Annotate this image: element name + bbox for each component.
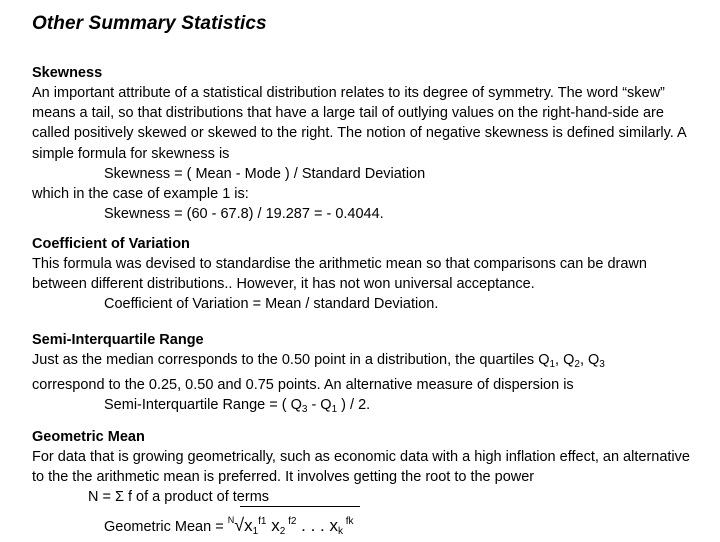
radical-vinculum xyxy=(240,506,360,507)
x1-superscript: f1 xyxy=(258,515,267,527)
skewness-paragraph: An important attribute of a statistical distribution relates to its degree of symmetry. The word “skew” means a tail, so that distributions that have a large tail of outlying values on the right-hand-side are called positively skewed or skewed to the right. The notion of negative skewness is defined similarly. A simple formula for skewness is xyxy=(32,85,686,162)
gm-section xyxy=(32,427,702,542)
siqr-heading: Semi-Interquartile Range xyxy=(32,332,204,348)
siqr-text-1: Just as the median corresponds to the 0.50 point in a distribution, the quartiles Q xyxy=(32,352,550,368)
radical-sign: √ xyxy=(234,514,245,535)
gm-n-definition: N = Σ f of a product of terms xyxy=(88,489,270,506)
slide-title: Other Summary Statistics xyxy=(32,13,267,34)
gm-formula xyxy=(32,510,702,542)
x2-superscript: f2 xyxy=(285,515,297,527)
skewness-example-intro: which in the case of example 1 is: xyxy=(32,186,249,203)
root-index: N xyxy=(227,514,235,525)
siqr-formula-text-2: - Q xyxy=(307,397,332,414)
siqr-formula-q1-subscript: 1 xyxy=(331,404,338,416)
xk-superscript: fk xyxy=(342,515,354,527)
siqr-section xyxy=(32,330,702,421)
cv-paragraph: This formula was devised to standardise the arithmetic mean so that comparisons can be drawn between different distributions.. However, it has not won universal acceptance. xyxy=(32,256,647,293)
xk-subscript: k xyxy=(337,525,343,537)
siqr-text-3: , Q xyxy=(579,352,600,368)
x2-subscript: 2 xyxy=(279,525,286,537)
nth-root xyxy=(228,510,354,542)
cv-formula: Coefficient of Variation = Mean / standard Deviation. xyxy=(104,296,439,313)
siqr-text-2: , Q xyxy=(555,352,575,368)
skewness-example: Skewness = (60 - 67.8) / 19.287 = - 0.4044. xyxy=(104,206,384,223)
q1-subscript: 1 xyxy=(549,359,556,370)
skewness-formula: Skewness = ( Mean - Mode ) / Standard Deviation xyxy=(104,165,426,182)
gm-heading: Geometric Mean xyxy=(32,429,145,445)
siqr-line-1 xyxy=(32,350,702,375)
siqr-formula-text-1: Semi-Interquartile Range = ( Q xyxy=(104,397,302,414)
x1-subscript: 1 xyxy=(252,525,259,537)
x1-term: x xyxy=(244,515,253,535)
xk-term: . . . x xyxy=(296,515,338,535)
siqr-formula-text-3: ) / 2. xyxy=(337,397,371,414)
siqr-formula xyxy=(32,395,702,420)
cv-heading: Coefficient of Variation xyxy=(32,236,190,252)
q2-subscript: 2 xyxy=(574,359,580,370)
cv-section xyxy=(32,234,702,315)
skewness-heading: Skewness xyxy=(32,65,103,81)
x2-term: x xyxy=(266,515,280,535)
gm-paragraph: For data that is growing geometrically, such as economic data with a high inflation effect, an alternative to the the arithmetic mean is preferred. It involves getting the root to the power xyxy=(32,449,690,486)
gm-formula-label: Geometric Mean = xyxy=(104,518,228,535)
siqr-line-2: correspond to the 0.25, 0.50 and 0.75 points. An alternative measure of dispersion is xyxy=(32,377,574,394)
siqr-formula-q3-subscript: 3 xyxy=(301,404,308,416)
skewness-section xyxy=(32,63,702,224)
q3-subscript: 3 xyxy=(599,359,605,370)
